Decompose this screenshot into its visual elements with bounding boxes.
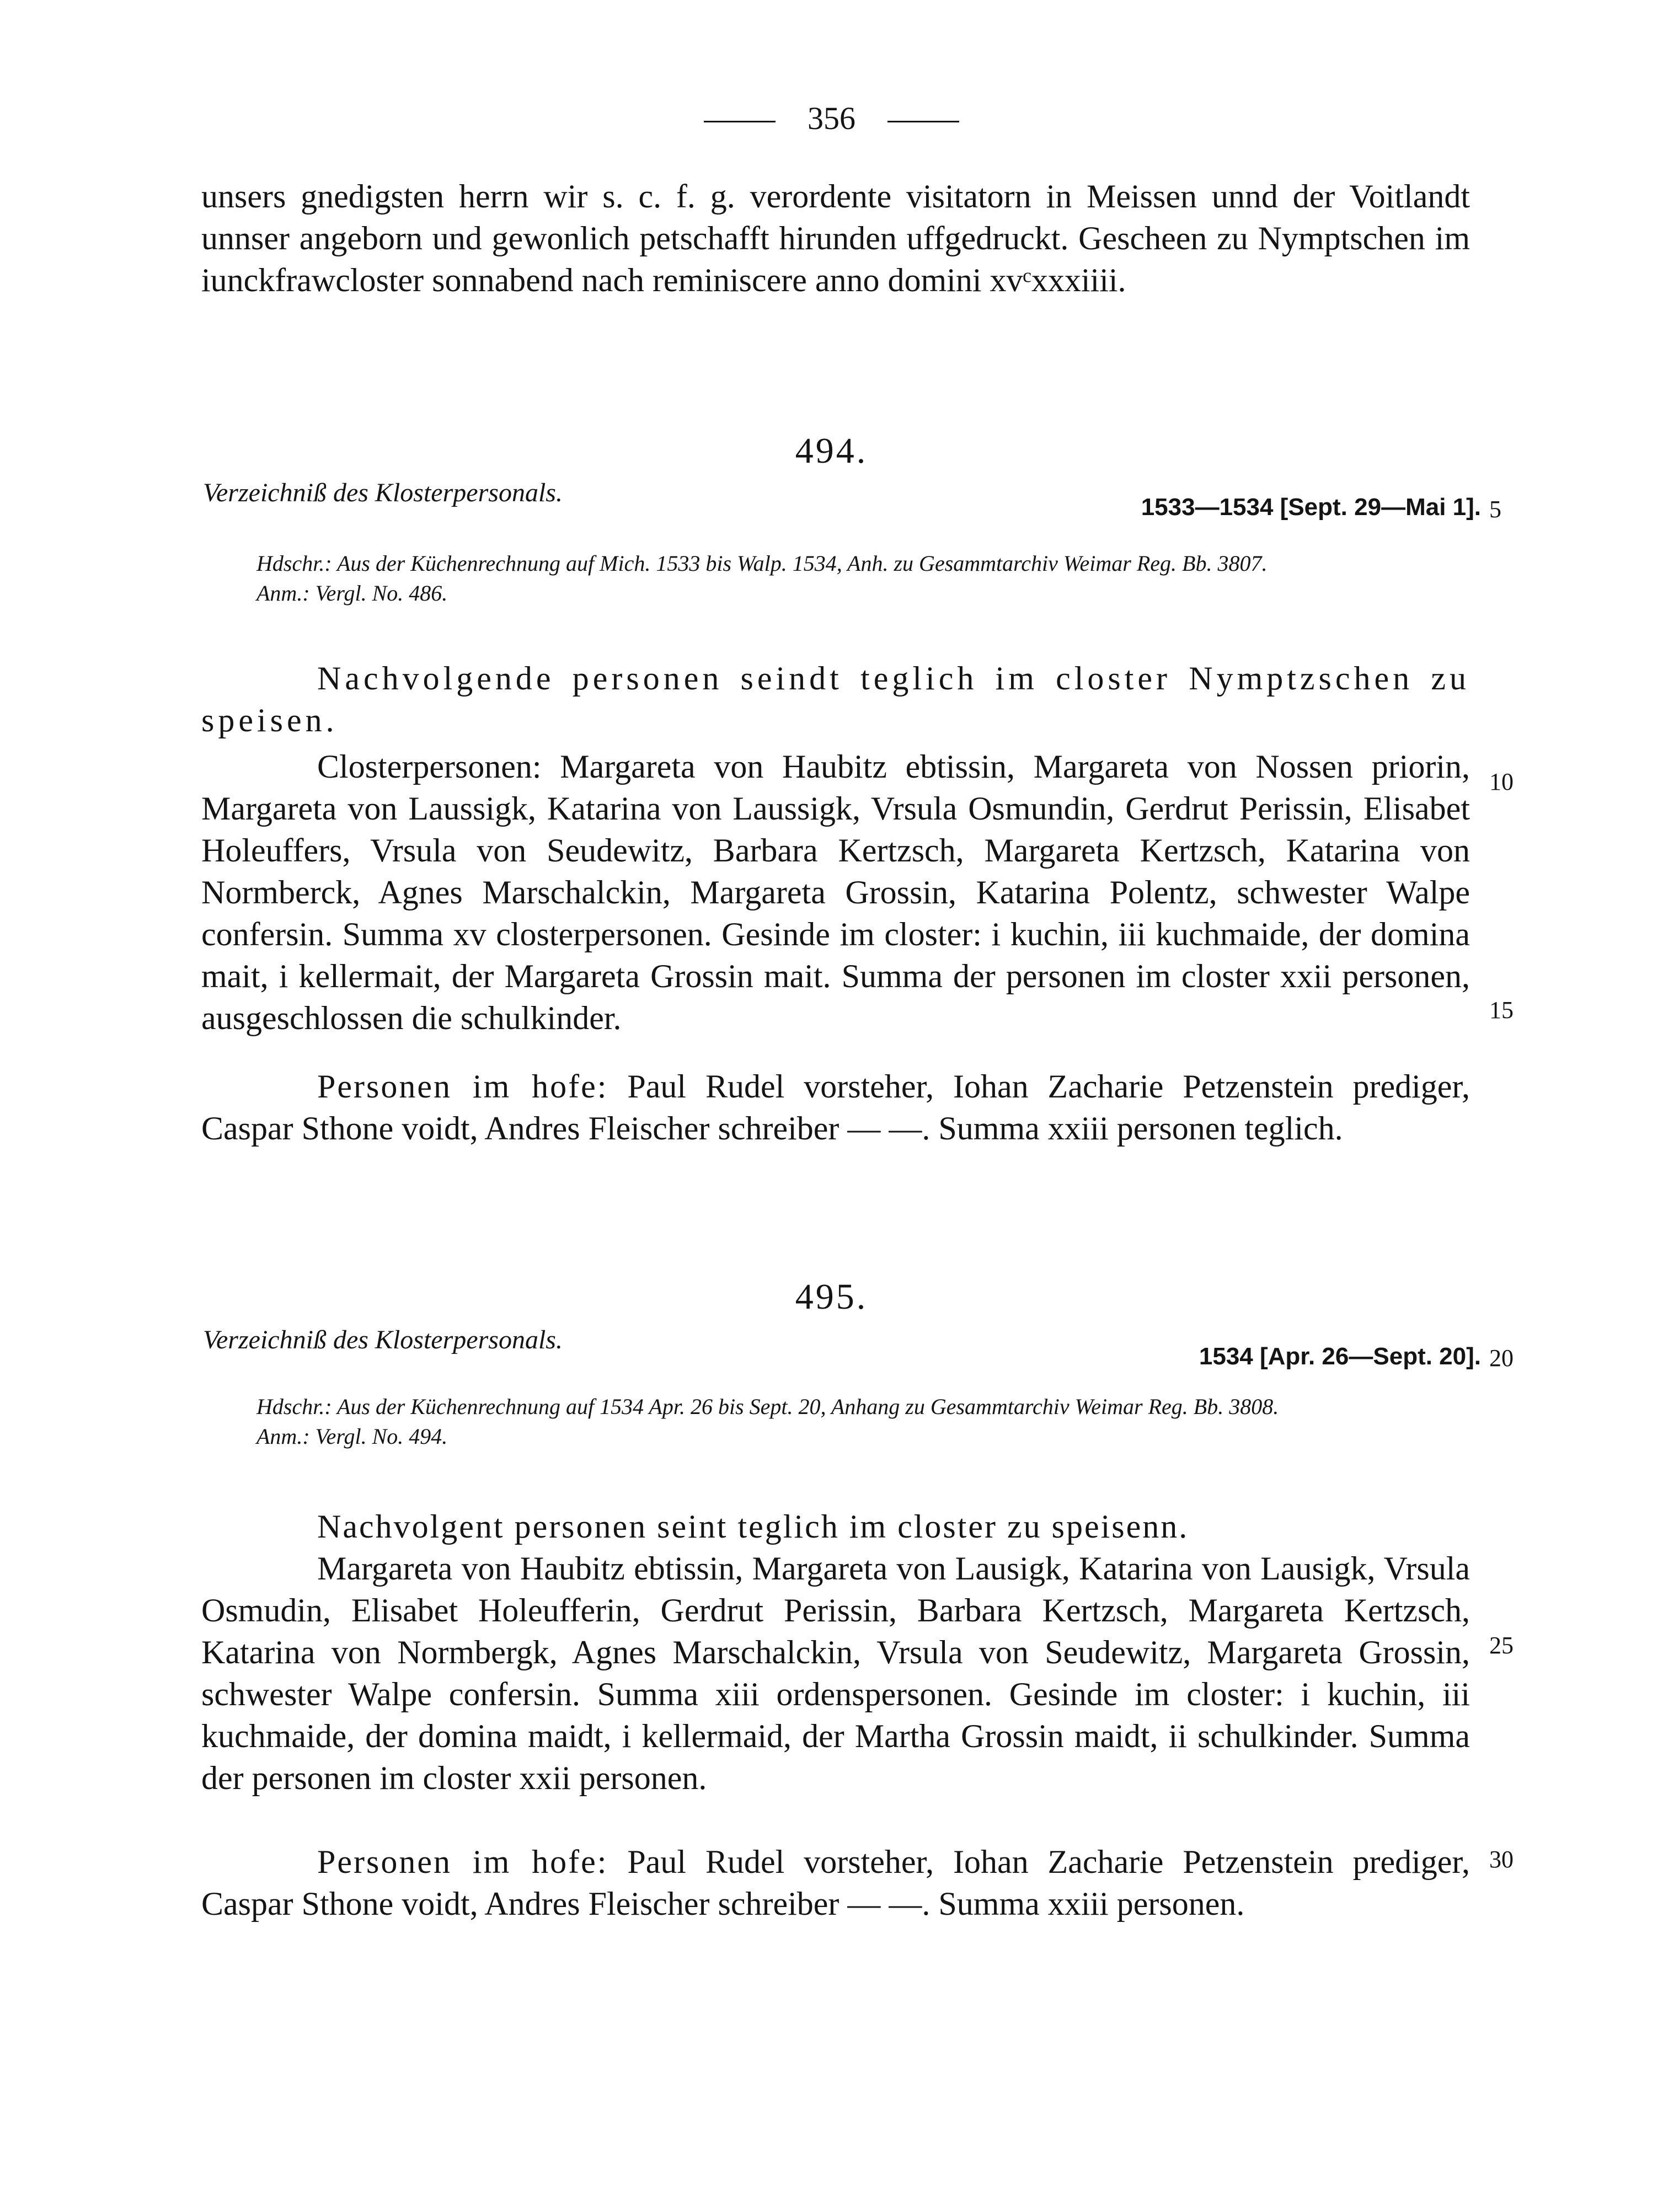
page-number: 356: [808, 100, 855, 136]
page-header: [0, 102, 1663, 135]
entry-date: 1533—1534 [Sept. 29—Mai 1].: [1141, 494, 1481, 521]
persons-paragraph: [201, 1547, 1470, 1799]
header-rule-left: [704, 121, 776, 122]
court-lead: Personen im hofe:: [317, 1068, 608, 1105]
line-number: 5: [1489, 496, 1501, 523]
annotation-note: Anm.: Vergl. No. 494.: [256, 1424, 448, 1449]
court-text: Paul Rudel vorsteher, Iohan Zacharie Petzenstein prediger, Caspar Sthone voidt, Andres Fleischer schreiber — —. Summa xxiii personen teglich.: [201, 1068, 1470, 1147]
line-number: 15: [1489, 997, 1514, 1024]
source-note: Hdschr.: Aus der Küchenrechnung auf Mich. 1533 bis Walp. 1534, Anh. zu Gesammtarchiv Weimar Reg. Bb. 3807.: [256, 551, 1268, 576]
court-text: Paul Rudel vorsteher, Iohan Zacharie Petzenstein prediger, Caspar Sthone voidt, Andres Fleischer schreiber — —. Summa xxiii personen.: [201, 1844, 1470, 1922]
entry-date: 1534 [Apr. 26—Sept. 20].: [1199, 1343, 1481, 1370]
court-paragraph: [201, 1065, 1470, 1149]
entry-number: 494.: [795, 431, 868, 471]
line-number: 30: [1489, 1846, 1514, 1873]
entry-title: Verzeichniß des Klosterpersonals.: [203, 478, 563, 507]
intro-paragraph: unsers gnedigsten herrn wir s. c. f. g. verordente visitatorn in Meissen unnd der Voitlandt unnser angeborn und gewonlich petschafft hirunden uffgedruckt. Gescheen zu Nymptschen im iunckfrawcloster sonnabend nach reminiscere anno domini xvᶜxxxiiii.: [201, 178, 1470, 298]
entry-intro-text: Nachvolgende personen seindt teglich im closter Nymptzschen zu speisen.: [201, 660, 1470, 738]
line-number: 25: [1489, 1632, 1514, 1659]
entry-intro-paragraph: [201, 657, 1470, 741]
annotation-note: Anm.: Vergl. No. 486.: [256, 581, 448, 606]
persons-text: Margareta von Haubitz ebtissin, Margareta von Nossen priorin, Margareta von Laussigk, Katarina von Laussigk, Vrsula Osmundin, Gerdrut Perissin, Elisabet Holeuffers, Vrsula von Seudewitz, Barbara Kertzsch, Margareta Kertzsch, Katarina von Normberck, Agnes Marschalckin, Margareta Grossin, Katarina Polentz, schwester Walpe confersin. Summa xv closterpersonen. Gesinde im closter: i kuchin, iii kuchmaide, der domina mait, i kellermait, der Margareta Grossin mait. Summa der personen im closter xxii personen, ausgeschlossen die schulkinder.: [201, 748, 1470, 1036]
persons-paragraph: [201, 746, 1470, 1039]
court-paragraph: [201, 1841, 1470, 1925]
source-note: Hdschr.: Aus der Küchenrechnung auf 1534 Apr. 26 bis Sept. 20, Anhang zu Gesammtarchiv Weimar Reg. Bb. 3808.: [256, 1394, 1279, 1419]
persons-lead: Closterpersonen:: [317, 748, 542, 785]
entry-intro-paragraph: [201, 1506, 1470, 1547]
persons-text: Margareta von Haubitz ebtissin, Margareta von Lausigk, Katarina von Lausigk, Vrsula Osmudin, Elisabet Holeufferin, Gerdrut Perissin, Barbara Kertzsch, Margareta Kertzsch, Katarina von Normbergk, Agnes Marschalckin, Vrsula von Seudewitz, Margareta Grossin, schwester Walpe confersin. Summa xiii ordenspersonen. Gesinde im closter: i kuchin, iii kuchmaide, der domina maidt, i kellermaid, der Martha Grossin maidt, ii schulkinder. Summa der personen im closter xxii personen.: [201, 1550, 1470, 1796]
line-number: 20: [1489, 1345, 1514, 1372]
line-number: 10: [1489, 768, 1514, 795]
header-rule-right: [887, 121, 959, 122]
court-lead: Personen im hofe:: [317, 1844, 608, 1880]
entry-title: Verzeichniß des Klosterpersonals.: [203, 1325, 563, 1354]
entry-intro-text: Nachvolgent personen seint teglich im closter zu speisenn.: [317, 1508, 1189, 1545]
entry-number: 495.: [795, 1277, 868, 1317]
